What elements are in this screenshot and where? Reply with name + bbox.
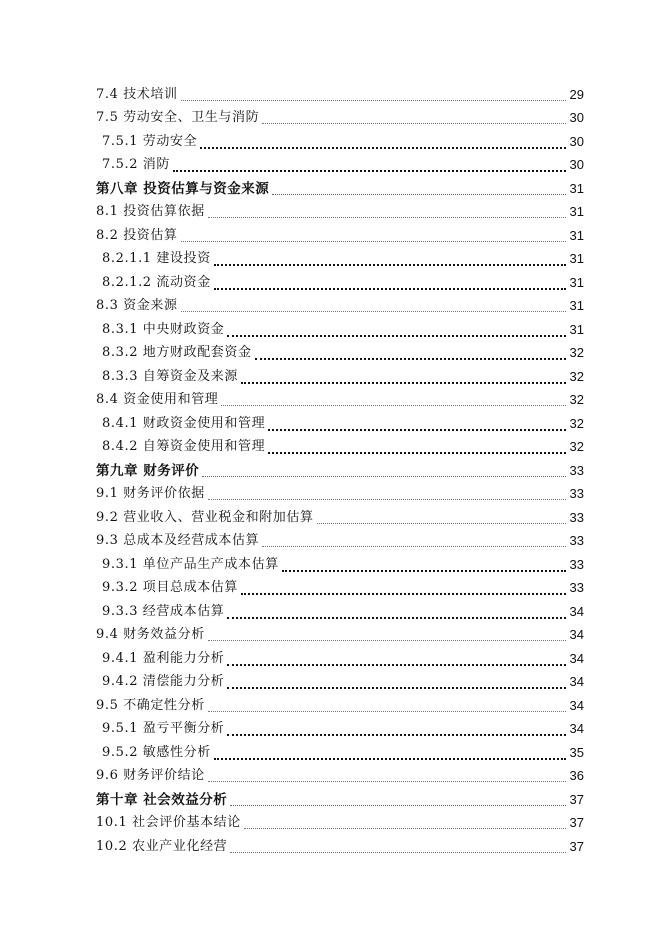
- toc-entry[interactable]: [96, 598, 584, 622]
- toc-entry-page-number: 29: [569, 86, 584, 102]
- dot-leader: [262, 122, 565, 124]
- toc-entry-page-number: 32: [569, 439, 584, 454]
- toc-entry-title: 9.3.1 单位产品生产成本估算: [102, 556, 279, 572]
- toc-entry-page-number: 33: [569, 486, 584, 501]
- dot-leader: [214, 287, 566, 290]
- toc-entry[interactable]: [96, 340, 584, 364]
- toc-entry-page-number: 34: [569, 650, 584, 666]
- dot-leader: [262, 545, 565, 547]
- toc-entry-title: 8.3.2 地方财政配套资金: [102, 345, 252, 360]
- toc-entry[interactable]: [96, 434, 584, 458]
- toc-entry[interactable]: [96, 105, 584, 129]
- toc-entry-title: 9.1 财务评价依据: [96, 486, 205, 501]
- toc-entry[interactable]: [96, 551, 584, 575]
- toc-entry-title: 8.4.2 自筹资金使用和管理: [102, 439, 266, 454]
- toc-entry[interactable]: [96, 363, 584, 387]
- dot-leader: [227, 616, 565, 619]
- dot-leader: [208, 639, 566, 641]
- dot-leader: [181, 99, 566, 101]
- toc-entry-page-number: 31: [569, 227, 584, 243]
- toc-entry-page-number: 32: [569, 392, 584, 407]
- toc-entry-title: 10.1 社会评价基本结论: [96, 815, 241, 830]
- toc-entry-title: 第八章 投资估算与资金来源: [96, 180, 270, 197]
- toc-entry-page-number: 30: [569, 133, 584, 149]
- toc-entry[interactable]: [96, 199, 584, 223]
- toc-entry-page-number: 33: [569, 533, 584, 548]
- dot-leader: [241, 381, 566, 384]
- toc-entry-title: 9.5.1 盈亏平衡分析: [102, 721, 225, 736]
- toc-entry[interactable]: [96, 786, 584, 810]
- toc-entry-page-number: 35: [569, 744, 584, 760]
- toc-entry-title: 9.5.2 敏感性分析: [102, 744, 211, 760]
- toc-entry-page-number: 37: [569, 838, 584, 854]
- dot-leader: [181, 240, 566, 242]
- toc-entry-page-number: 32: [569, 345, 584, 360]
- dot-leader: [214, 263, 566, 266]
- toc-entry-page-number: 31: [569, 204, 584, 219]
- toc-entry-title: 9.4 财务效益分析: [96, 627, 205, 642]
- toc-entry-title: 8.2.1.1 建设投资: [102, 251, 211, 266]
- toc-entry[interactable]: [96, 739, 584, 763]
- toc-entry[interactable]: [96, 152, 584, 176]
- toc-entry-page-number: 31: [569, 251, 584, 266]
- dot-leader: [282, 569, 566, 572]
- toc-entry[interactable]: [96, 410, 584, 434]
- toc-entry[interactable]: [96, 833, 584, 857]
- toc-entry-page-number: 37: [569, 791, 584, 807]
- toc-entry-page-number: 30: [569, 110, 584, 125]
- dot-leader: [317, 522, 566, 524]
- toc-entry[interactable]: [96, 175, 584, 199]
- dot-leader: [227, 334, 565, 337]
- toc-entry-page-number: 32: [569, 368, 584, 384]
- toc-entry-title: 9.4.1 盈利能力分析: [102, 650, 225, 666]
- toc-entry-title: 7.5 劳动安全、卫生与消防: [96, 110, 260, 125]
- toc-entry-title: 8.2 投资估算: [96, 227, 178, 243]
- dot-leader: [244, 827, 566, 829]
- dot-leader: [255, 357, 566, 360]
- toc-entry-page-number: 36: [569, 768, 584, 783]
- toc-entry-page-number: 31: [569, 274, 584, 290]
- toc-entry[interactable]: [96, 716, 584, 740]
- toc-entry-page-number: 33: [569, 580, 584, 595]
- dot-leader: [208, 710, 566, 712]
- dot-leader: [202, 475, 565, 477]
- toc-entry-page-number: 30: [569, 157, 584, 172]
- toc-entry[interactable]: [96, 810, 584, 834]
- toc-entry[interactable]: [96, 669, 584, 693]
- toc-entry-page-number: 33: [569, 462, 584, 478]
- toc-entry-title: 9.2 营业收入、营业税金和附加估算: [96, 509, 314, 525]
- toc-entry-title: 第九章 财务评价: [96, 462, 200, 479]
- toc-entry-title: 10.2 农业产业化经营: [96, 838, 228, 854]
- toc-entry-title: 9.5 不确定性分析: [96, 697, 205, 713]
- toc-entry[interactable]: [96, 316, 584, 340]
- toc-entry[interactable]: [96, 128, 584, 152]
- dot-leader: [268, 428, 565, 431]
- table-of-contents: [96, 81, 584, 857]
- dot-leader: [173, 169, 566, 172]
- toc-entry[interactable]: [96, 504, 584, 528]
- toc-entry-title: 9.3.2 项目总成本估算: [102, 580, 239, 595]
- toc-entry-title: 8.3 资金来源: [96, 298, 178, 313]
- dot-leader: [208, 780, 566, 782]
- toc-entry[interactable]: [96, 269, 584, 293]
- toc-entry-page-number: 33: [569, 556, 584, 572]
- dot-leader: [227, 663, 565, 666]
- toc-entry-title: 7.5.2 消防: [102, 157, 171, 172]
- toc-entry-page-number: 31: [569, 180, 584, 196]
- toc-entry[interactable]: [96, 528, 584, 552]
- toc-entry-page-number: 37: [569, 815, 584, 830]
- toc-entry[interactable]: [96, 645, 584, 669]
- toc-entry-title: 9.3.3 经营成本估算: [102, 603, 225, 619]
- toc-entry-page-number: 34: [569, 674, 584, 689]
- dot-leader: [208, 498, 566, 500]
- toc-entry-page-number: 33: [569, 509, 584, 525]
- toc-entry-title: 8.3.1 中央财政资金: [102, 321, 225, 337]
- toc-entry-page-number: 34: [569, 721, 584, 736]
- toc-entry[interactable]: [96, 692, 584, 716]
- toc-entry-title: 8.4 资金使用和管理: [96, 392, 219, 407]
- toc-entry-title: 9.4.2 清偿能力分析: [102, 674, 225, 689]
- toc-entry-page-number: 34: [569, 697, 584, 713]
- toc-entry[interactable]: [96, 387, 584, 411]
- dot-leader: [181, 310, 566, 312]
- toc-entry[interactable]: [96, 763, 584, 787]
- dot-leader: [200, 146, 565, 149]
- toc-entry-page-number: 34: [569, 627, 584, 642]
- toc-entry-title: 8.4.1 财政资金使用和管理: [102, 415, 266, 431]
- dot-leader: [214, 757, 566, 760]
- toc-entry[interactable]: [96, 457, 584, 481]
- dot-leader: [230, 851, 565, 853]
- dot-leader: [268, 451, 565, 454]
- toc-entry-title: 9.6 财务评价结论: [96, 768, 205, 783]
- toc-entry-title: 7.4 技术培训: [96, 86, 178, 102]
- toc-entry-page-number: 34: [569, 603, 584, 619]
- toc-entry-title: 7.5.1 劳动安全: [102, 133, 198, 149]
- toc-entry-title: 第十章 社会效益分析: [96, 791, 228, 808]
- dot-leader: [221, 404, 565, 406]
- dot-leader: [227, 686, 565, 689]
- toc-entry-title: 8.3.3 自筹资金及来源: [102, 368, 239, 384]
- toc-entry[interactable]: [96, 246, 584, 270]
- toc-entry[interactable]: [96, 481, 584, 505]
- toc-entry-page-number: 32: [569, 415, 584, 431]
- toc-entry-title: 8.2.1.2 流动资金: [102, 274, 211, 290]
- dot-leader: [230, 804, 565, 806]
- dot-leader: [272, 193, 565, 195]
- toc-entry-title: 8.1 投资估算依据: [96, 204, 205, 219]
- toc-entry[interactable]: [96, 575, 584, 599]
- dot-leader: [208, 216, 566, 218]
- toc-entry[interactable]: [96, 622, 584, 646]
- dot-leader: [227, 733, 565, 736]
- toc-entry[interactable]: [96, 222, 584, 246]
- toc-entry-title: 9.3 总成本及经营成本估算: [96, 533, 260, 548]
- toc-entry-page-number: 31: [569, 298, 584, 313]
- toc-entry-page-number: 31: [569, 321, 584, 337]
- dot-leader: [241, 592, 566, 595]
- toc-entry[interactable]: [96, 293, 584, 317]
- toc-entry[interactable]: [96, 81, 584, 105]
